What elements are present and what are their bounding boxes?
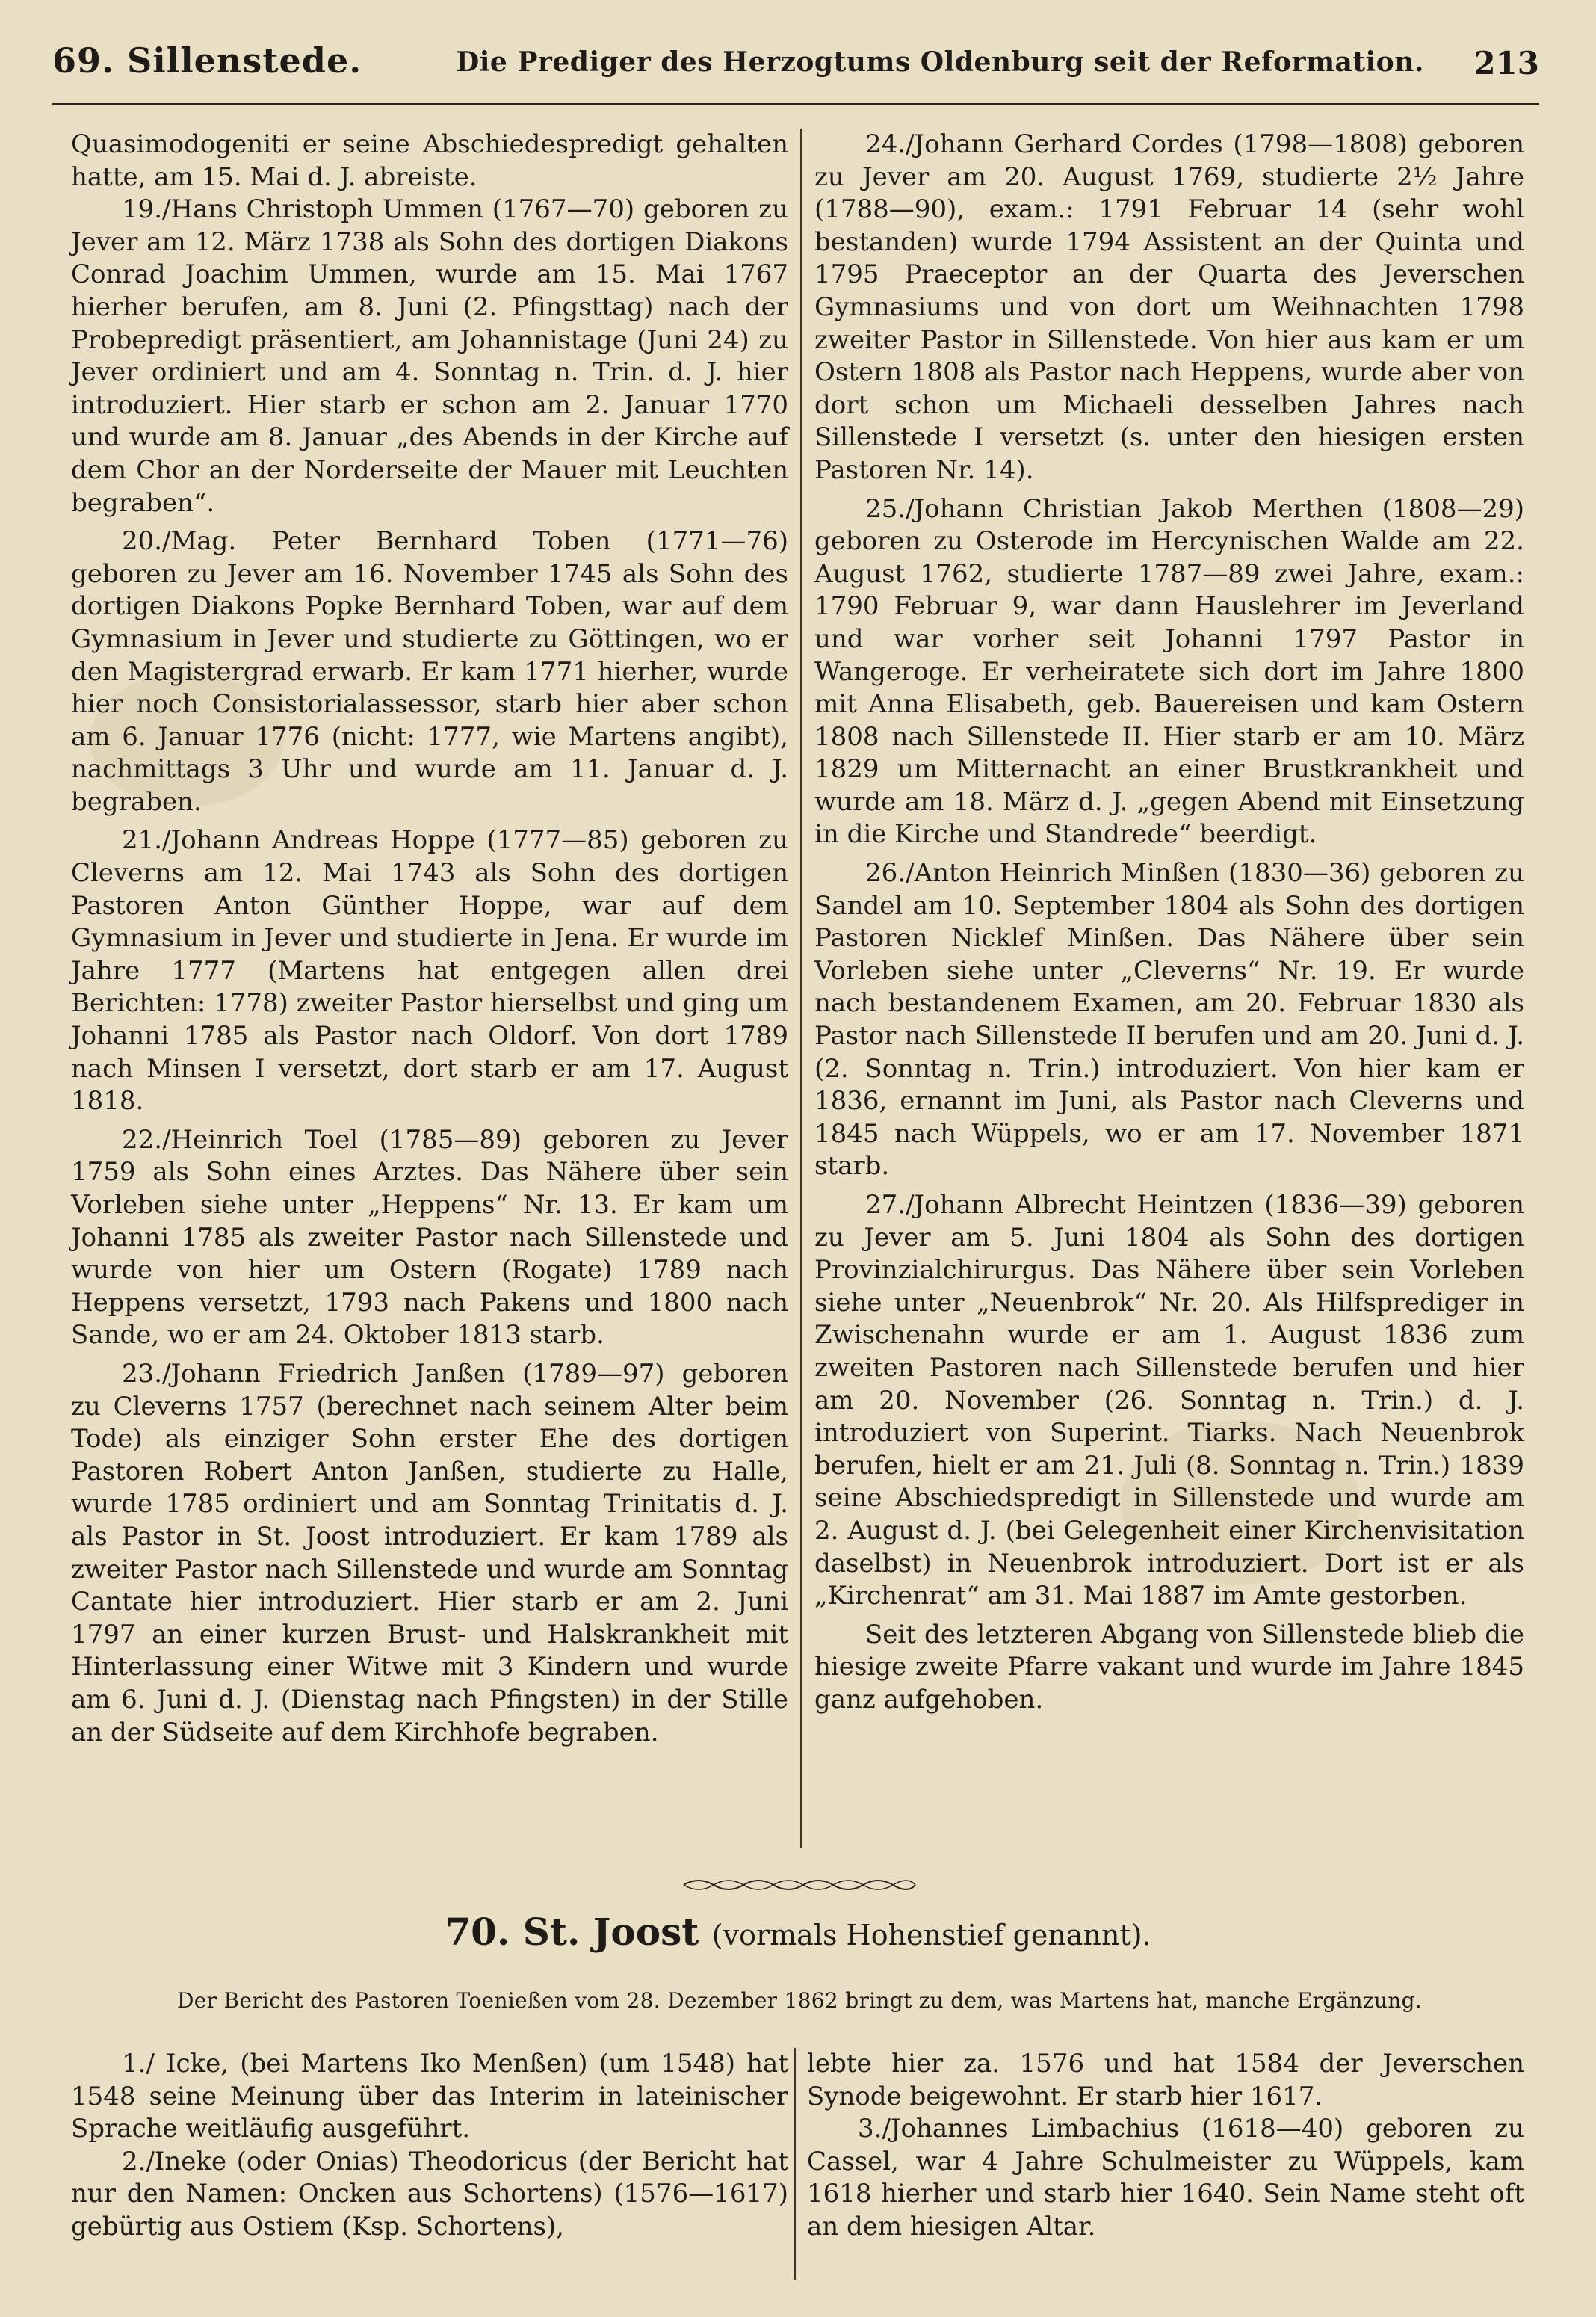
- entry-20: 20./Mag. Peter Bernhard Toben (1771—76) geboren zu Jever am 16. November 1745 als Sohn des dortigen Diakons Popke Bernhard Toben, war auf dem Gymnasium in Jever und studierte zu Göttingen, wo er den Magistergrad erwarb. Er kam 1771 hierher, wurde hier noch Consistorialassessor, starb hier aber schon am 6. Januar 1776 (nicht: 1777, wie Martens angibt), nachmittags 3 Uhr und wurde am 11. Januar d. J. begraben.: [71, 526, 788, 817]
- entry-21: 21./Johann Andreas Hoppe (1777—85) geboren zu Cleverns am 12. Mai 1743 als Sohn des dortigen Pastoren Anton Günther Hoppe, war auf dem Gymnasium in Jever und studierte in Jena. Er wurde im Jahre 1777 (Martens hat entgegen allen drei Berichten: 1778) zweiter Pastor hierselbst und ging um Johanni 1785 als Pastor nach Oldorf. Von dort 1789 nach Minsen I versetzt, dort starb er am 17. August 1818.: [71, 825, 788, 1117]
- section-title: 70. St. Joost: [445, 1910, 699, 1954]
- header-rule: [52, 103, 1539, 105]
- section-heading: [0, 1910, 1596, 1954]
- section-subtitle: (vormals Hohenstief genannt).: [711, 1919, 1151, 1952]
- entry-26: 26./Anton Heinrich Minßen (1830—36) geboren zu Sandel am 10. September 1804 als Sohn des dortigen Pastoren Nicklef Minßen. Das Nähere über sein Vorleben siehe unter „Cleverns“ Nr. 19. Er wurde nach bestandenem Examen, am 20. Februar 1830 als Pastor nach Sillenstede II berufen und am 20. Juni d. J. (2. Sonntag n. Trin.) introduziert. Von hier kam er 1836, ernannt im Juni, als Pastor nach Cleverns und 1845 nach Wüppels, wo er am 17. November 1871 starb.: [814, 858, 1524, 1182]
- section-ornament: [680, 1875, 919, 1895]
- left-column: [71, 129, 788, 1749]
- section-intro: Der Bericht des Pastoren Toenießen vom 28. Dezember 1862 bringt zu dem, was Martens hat, manche Ergänzung.: [176, 1988, 1422, 2013]
- section-left-column: [71, 2048, 788, 2244]
- entry-27: 27./Johann Albrecht Heintzen (1836—39) geboren zu Jever am 5. Juni 1804 als Sohn des dortigen Provinzialchirurgus. Das Nähere über sein Vorleben siehe unter „Neuenbrok“ Nr. 20. Als Hilfsprediger in Zwischenahn wurde er am 1. August 1836 zum zweiten Pastoren nach Sillenstede berufen und hier am 20. November (26. Sonntag n. Trin.) d. J. introduziert von Superint. Tiarks. Nach Neuenbrok berufen, hielt er am 21. Juli (8. Sonntag n. Trin.) 1839 seine Abschiedspredigt in Sillenstede und wurde am 2. August d. J. (bei Gelegenheit einer Kirchenvisitation daselbst) in Neuenbrok introduziert. Dort ist er als „Kirchenrat“ am 31. Mai 1887 im Amte gestorben.: [814, 1190, 1524, 1611]
- entry-25: 25./Johann Christian Jakob Merthen (1808—29) geboren zu Osterode im Hercynischen Walde am 22. August 1762, studierte 1787—89 zwei Jahre, exam.: 1790 Februar 9, war dann Hauslehrer im Jeverland und war vorher seit Johanni 1797 Pastor in Wangeroge. Er verheiratete sich dort im Jahre 1800 mit Anna Elisabeth, geb. Bauereisen und kam Ostern 1808 nach Sillenstede II. Hier starb er am 10. März 1829 um Mitternacht an einer Brustkrankheit und wurde am 18. März d. J. „gegen Abend mit Einsetzung in die Kirche und Standrede“ beerdigt.: [814, 493, 1524, 850]
- running-head-left: 69. Sillenstede.: [52, 40, 362, 81]
- entry-22: 22./Heinrich Toel (1785—89) geboren zu Jever 1759 als Sohn eines Arztes. Das Nähere über sein Vorleben siehe unter „Heppens“ Nr. 13. Er kam um Johanni 1785 als zweiter Pastor nach Sillenstede und wurde von hier um Ostern (Rogate) 1789 nach Heppens versetzt, 1793 nach Pakens und 1800 nach Sande, wo er am 24. Oktober 1813 starb.: [71, 1124, 788, 1351]
- section-column-divider: [794, 2048, 796, 2280]
- section-right-column: [807, 2048, 1524, 2244]
- page-number: 213: [1473, 45, 1539, 81]
- running-head-title: Die Prediger des Herzogtums Oldenburg seit der Reformation.: [456, 46, 1424, 78]
- joost-entry-3: 3./Johannes Limbachius (1618—40) geboren zu Cassel, war 4 Jahre Schulmeister zu Wüppels, kam 1618 hierher und starb hier 1640. Sein Name steht oft an dem hiesigen Altar.: [807, 2114, 1524, 2242]
- closing-note: Seit des letzteren Abgang von Sillenstede blieb die hiesige zweite Pfarre vakant und wurde im Jahre 1845 ganz aufgehoben.: [814, 1619, 1524, 1715]
- entry-24: 24./Johann Gerhard Cordes (1798—1808) geboren zu Jever am 20. August 1769, studierte 2½ Jahre (1788—90), exam.: 1791 Februar 14 (sehr wohl bestanden) wurde 1794 Assistent an der Quinta und 1795 Praeceptor an der Quarta des Jeverschen Gymnasiums und von dort um Weihnachten 1798 zweiter Pastor in Sillenstede. Von hier aus kam er um Ostern 1808 als Pastor nach Heppens, wurde aber von dort schon um Michaeli desselben Jahres nach Sillenstede I versetzt (s. unter den hiesigen ersten Pastoren Nr. 14).: [814, 129, 1524, 485]
- joost-entry-2-continued: lebte hier za. 1576 und hat 1584 der Jeverschen Synode beigewohnt. Er starb hier 1617.: [807, 2049, 1524, 2111]
- right-column: [814, 129, 1524, 1717]
- column-divider: [800, 129, 802, 1848]
- page-header: [52, 36, 1539, 96]
- joost-entry-1: 1./ Icke, (bei Martens Iko Menßen) (um 1548) hat 1548 seine Meinung über das Interim in lateinischer Sprache weitläufig ausgeführt.: [71, 2049, 788, 2144]
- entry-23: 23./Johann Friedrich Janßen (1789—97) geboren zu Cleverns 1757 (berechnet nach seinem Alter beim Tode) als einziger Sohn erster Ehe des dortigen Pastoren Robert Anton Janßen, studierte zu Halle, wurde 1785 ordiniert und am Sonntag Trinitatis d. J. als Pastor in St. Joost introduziert. Er kam 1789 als zweiter Pastor nach Sillenstede und wurde am Sonntag Cantate hier introduziert. Hier starb er am 2. Juni 1797 an einer kurzen Brust- und Halskrankheit mit Hinterlassung einer Witwe mit 3 Kindern und wurde am 6. Juni d. J. (Dienstag nach Pfingsten) in der Stille an der Südseite auf dem Kirchhofe begraben.: [71, 1358, 788, 1747]
- joost-entry-2: 2./Ineke (oder Onias) Theodoricus (der Bericht hat nur den Namen: Oncken aus Schortens) (1576—1617) gebürtig aus Ostiem (Ksp. Schortens),: [71, 2146, 788, 2242]
- paragraph-continuation: Quasimodogeniti er seine Abschiedespredigt gehalten hatte, am 15. Mai d. J. abreiste.: [71, 129, 788, 192]
- entry-19: 19./Hans Christoph Ummen (1767—70) geboren zu Jever am 12. März 1738 als Sohn des dortigen Diakons Conrad Joachim Ummen, wurde am 15. Mai 1767 hierher berufen, am 8. Juni (2. Pfingsttag) nach der Probepredigt präsentiert, am Johannistage (Juni 24) zu Jever ordiniert und am 4. Sonntag n. Trin. d. J. hier introduziert. Hier starb er schon am 2. Januar 1770 und wurde am 8. Januar „des Abends in der Kirche auf dem Chor an der Norderseite der Mauer mit Leuchten begraben“.: [71, 194, 788, 518]
